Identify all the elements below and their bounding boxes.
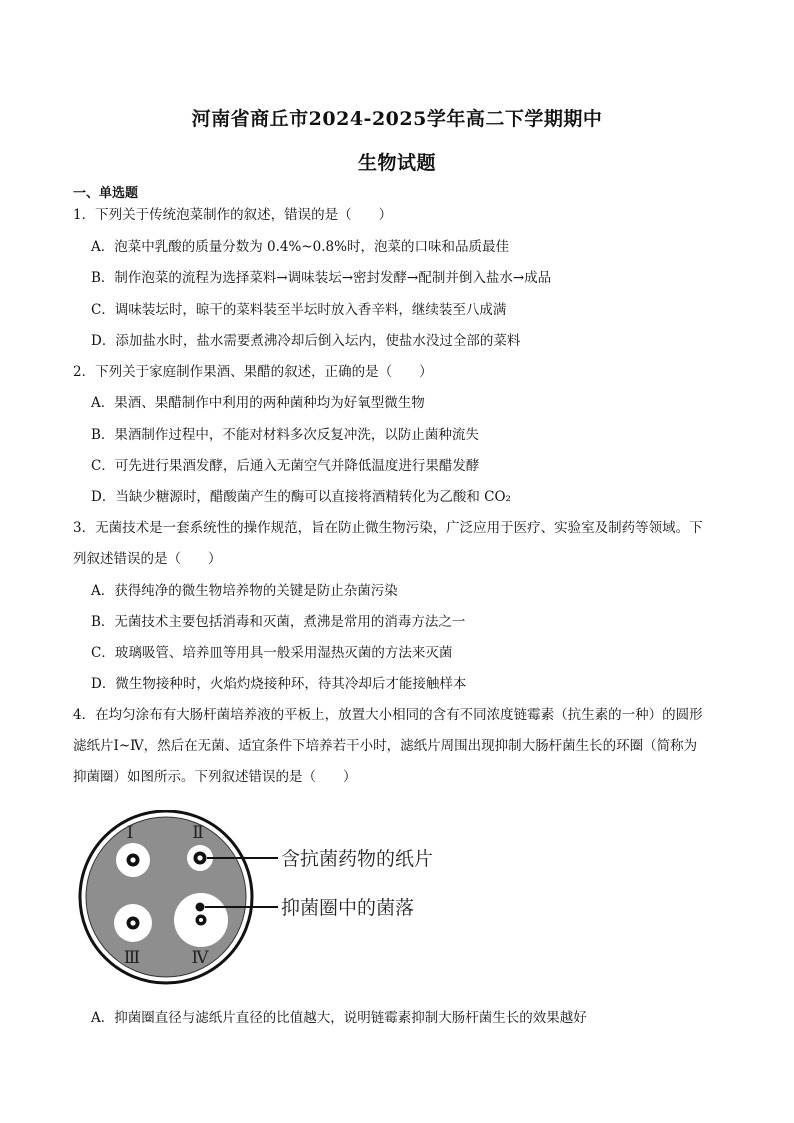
disc-label-1: Ⅰ <box>126 823 134 843</box>
label-antibiotic-disc: 含抗菌药物的纸片 <box>281 848 434 870</box>
question-4-option-a: A．抑菌圈直径与滤纸片直径的比值越大，说明链霉素抑制大肠杆菌生长的效果越好 <box>91 1010 587 1026</box>
label-colony: 抑菌圈中的菌落 <box>281 897 415 919</box>
colony-in-zone <box>196 903 205 912</box>
disc-label-3: Ⅲ <box>123 948 141 968</box>
question-4-stem: 4．在均匀涂布有大肠杆菌培养液的平板上，放置大小相同的含有不同浓度链霉素（抗生素的一种）的圆形 <box>73 707 703 723</box>
question-3-option-d: D．微生物接种时，火焰灼烧接种环，待其冷却后才能接触样本 <box>91 676 467 692</box>
question-3-stem: 3．无菌技术是一套系统性的操作规范，旨在防止微生物污染，广泛应用于医疗、实验室及制药等领域。下 <box>73 520 703 536</box>
question-4-stem-cont-2: 抑菌圈）如图所示。下列叙述错误的是（ ） <box>73 769 357 785</box>
question-1-stem: 1．下列关于传统泡菜制作的叙述，错误的是（ ） <box>73 207 393 223</box>
question-2-option-b: B．果酒制作过程中，不能对材料多次反复冲洗，以防止菌种流失 <box>91 427 479 443</box>
question-3-option-b: B．无菌技术主要包括消毒和灭菌，煮沸是常用的消毒方法之一 <box>91 614 466 630</box>
page-subtitle: 生物试题 <box>357 152 436 174</box>
disc-label-4: Ⅳ <box>191 948 209 968</box>
question-1-option-b: B．制作泡菜的流程为选择菜料→调味装坛→密封发酵→配制并倒入盐水→成品 <box>91 270 552 286</box>
question-3-option-a: A．获得纯净的微生物培养物的关键是防止杂菌污染 <box>91 583 398 599</box>
page-title: 河南省商丘市2024-2025学年高二下学期期中 <box>191 108 603 130</box>
question-2-option-c: C．可先进行果酒发酵，后通入无菌空气并降低温度进行果醋发酵 <box>91 458 480 474</box>
disc-label-2: Ⅱ <box>192 823 204 843</box>
bacterial-lawn <box>86 817 246 977</box>
question-1-option-d: D．添加盐水时，盐水需要煮沸冷却后倒入坛内，使盐水没过全部的菜料 <box>91 333 521 349</box>
section-heading: 一、单选题 <box>73 186 139 201</box>
question-2-option-a: A．果酒、果醋制作中利用的两种菌种均为好氧型微生物 <box>91 395 425 411</box>
question-3-stem-cont: 列叙述错误的是（ ） <box>73 551 222 567</box>
question-2-stem: 2．下列关于家庭制作果酒、果醋的叙述，正确的是（ ） <box>73 364 433 380</box>
question-3-option-c: C．玻璃吸管、培养皿等用具一般采用湿热灭菌的方法来灭菌 <box>91 645 453 661</box>
question-1-option-a: A．泡菜中乳酸的质量分数为 0.4%~0.8%时，泡菜的口味和品质最佳 <box>91 239 509 255</box>
petri-dish-figure <box>70 810 470 985</box>
question-2-option-d: D．当缺少糖源时，醋酸菌产生的酶可以直接将酒精转化为乙酸和 CO₂ <box>91 489 511 505</box>
question-4-stem-cont-1: 滤纸片Ⅰ~Ⅳ，然后在无菌、适宜条件下培养若干小时，滤纸片周围出现抑制大肠杆菌生长的环圈（简称为 <box>73 738 698 754</box>
question-1-option-c: C．调味装坛时，晾干的菜料装至半坛时放入香辛料，继续装至八成满 <box>91 302 507 318</box>
